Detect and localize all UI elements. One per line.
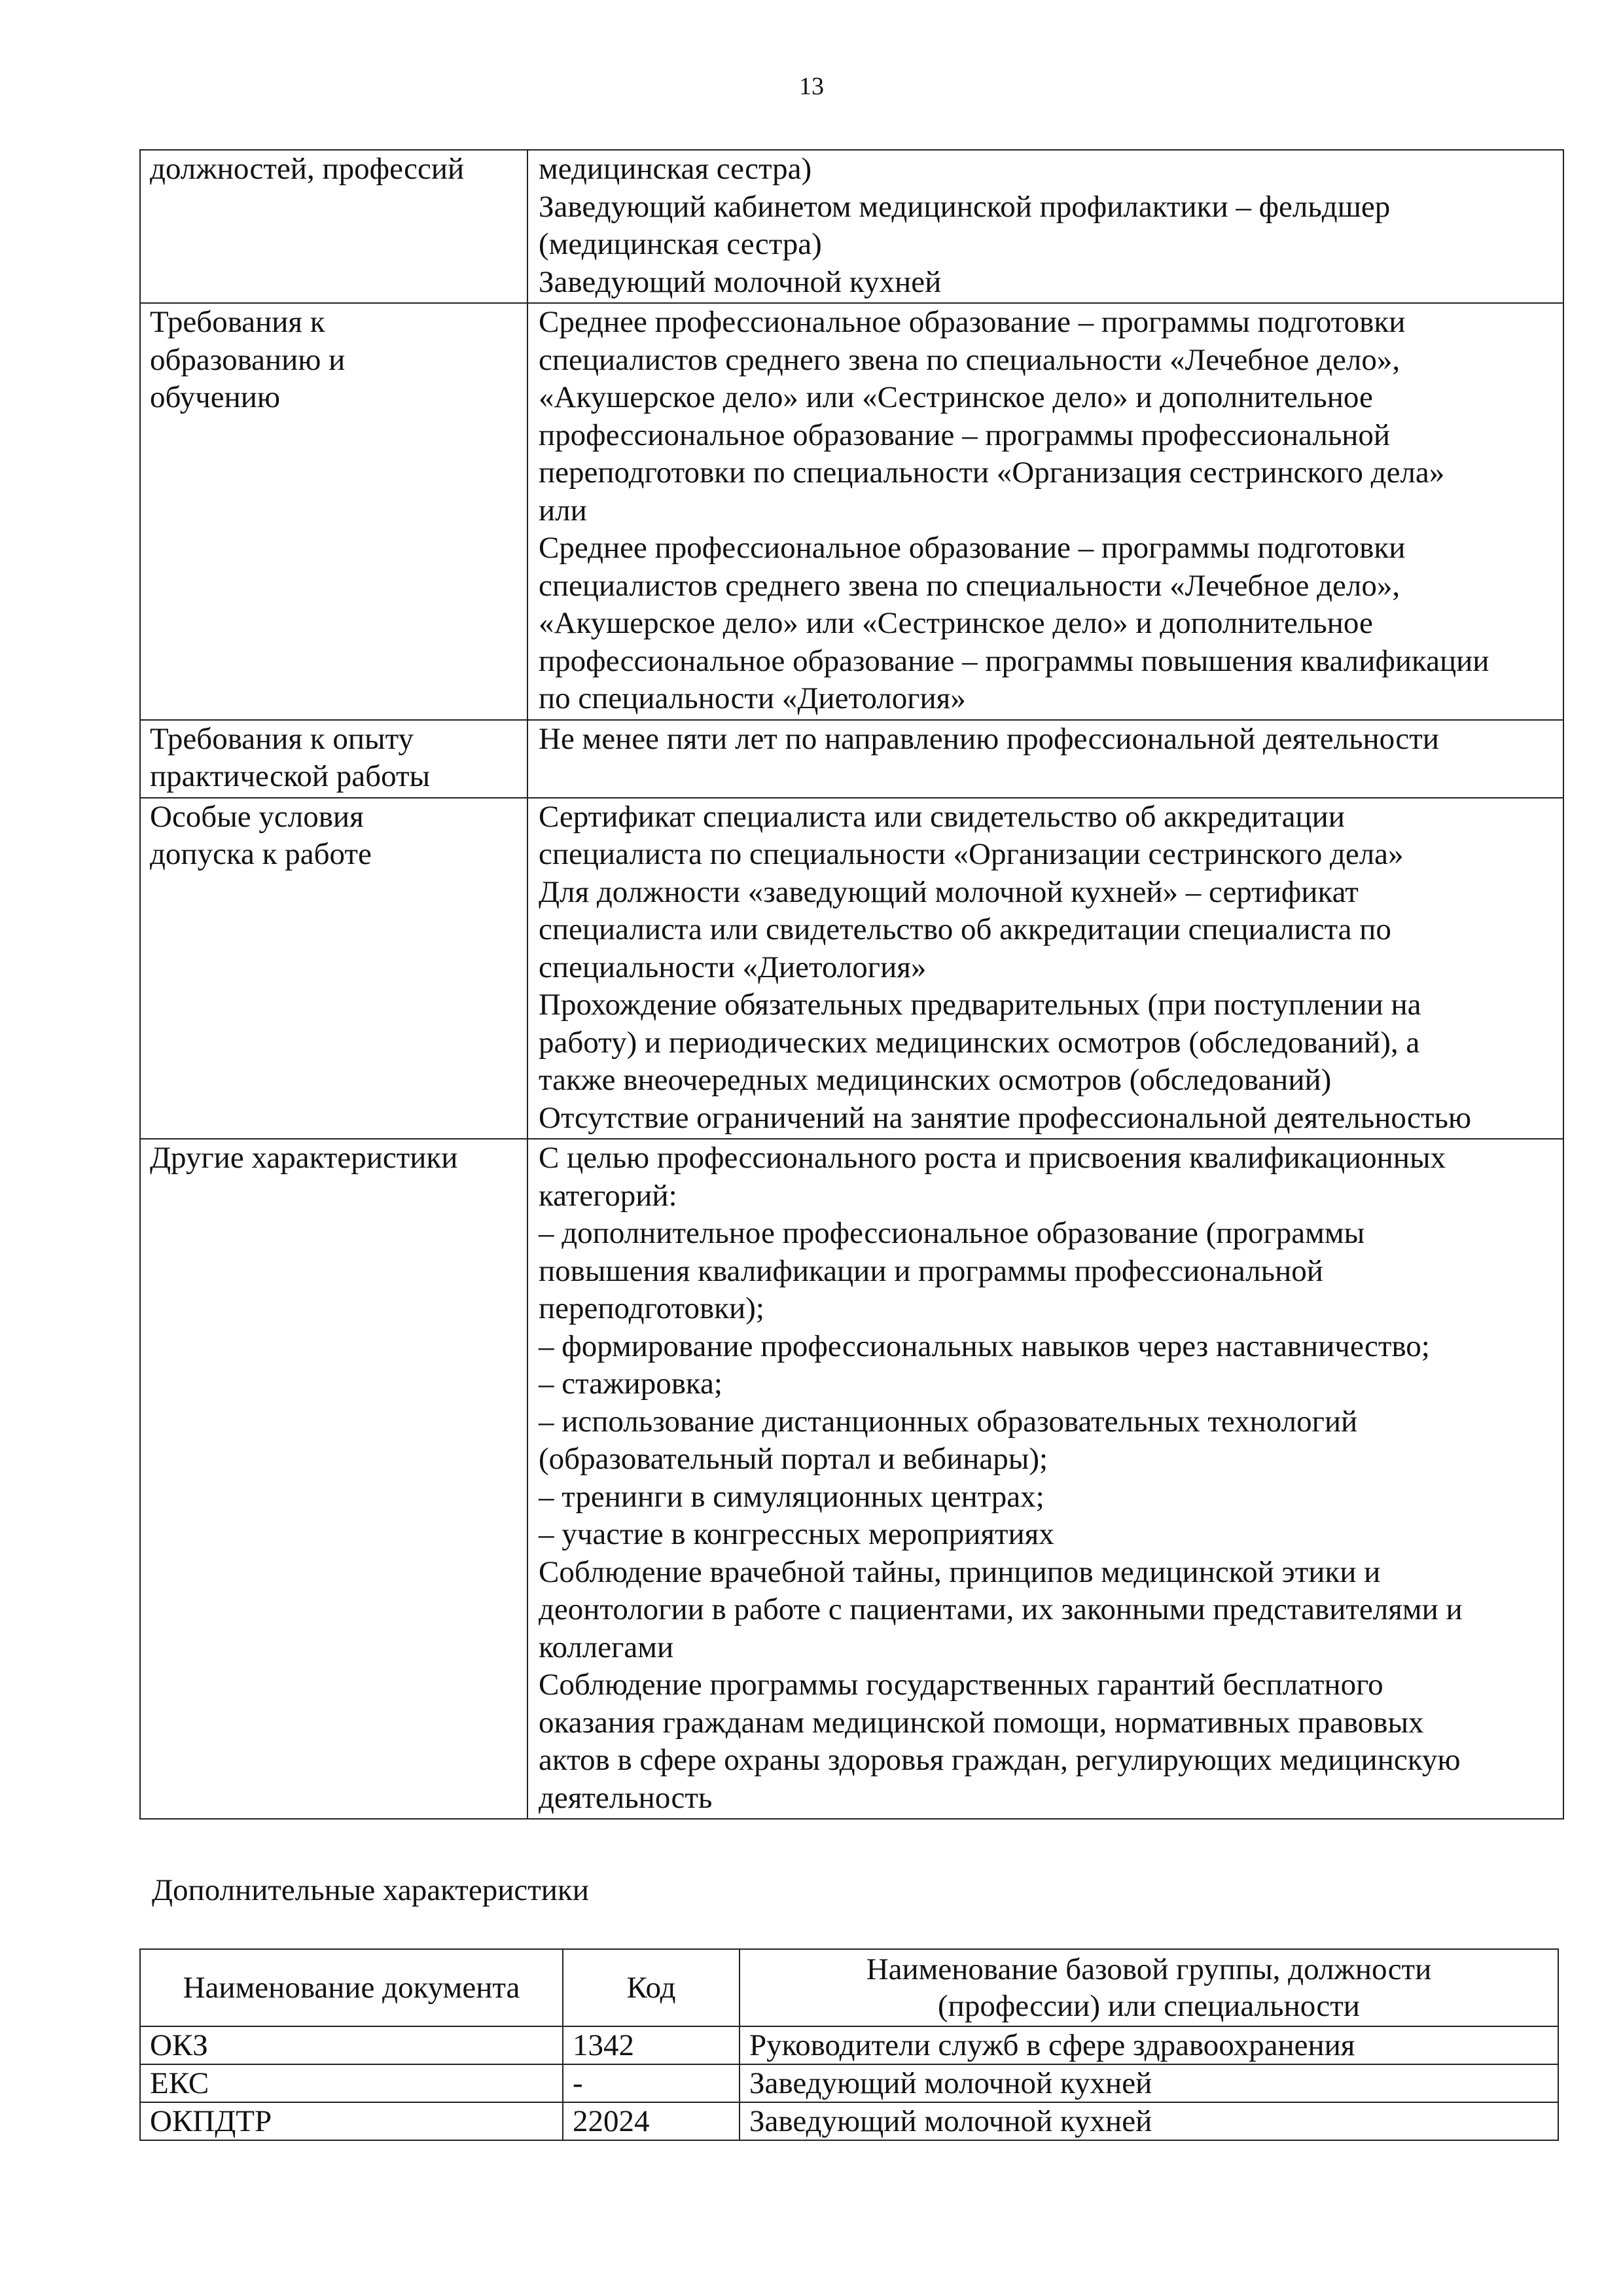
row-content-line: Соблюдение врачебной тайны, принципов медицинской этики и <box>539 1554 1381 1589</box>
row-content-line: категорий: <box>539 1178 677 1213</box>
header-document-name: Наименование документа <box>140 1949 563 2026</box>
row-content-line: – тренинги в симуляционных центрах; <box>539 1479 1044 1514</box>
cell-document: ОКПДТР <box>140 2102 563 2140</box>
qualification-table-body <box>140 150 1563 1819</box>
row-content-line: – использование дистанционных образовательных технологий <box>539 1404 1358 1439</box>
row-label-line: должностей, профессий <box>150 152 465 186</box>
additional-characteristics-title: Дополнительные характеристики <box>152 1873 589 1907</box>
table-row <box>140 2026 1558 2064</box>
row-content-line: деятельность <box>539 1780 713 1815</box>
row-content-line: Соблюдение программы государственных гарантий бесплатного <box>539 1668 1383 1702</box>
row-content-line: профессиональное образование – программы профессиональной <box>539 418 1391 452</box>
table-row <box>140 2064 1558 2102</box>
cell-name: Заведующий молочной кухней <box>740 2102 1558 2140</box>
row-content-cell <box>527 1139 1563 1819</box>
row-content-line: «Акушерское дело» или «Сестринское дело» и дополнительное <box>539 380 1373 414</box>
row-label-line: Особые условия <box>150 799 364 834</box>
row-content-line: Не менее пяти лет по направлению профессиональной деятельности <box>539 721 1439 756</box>
page-number: 13 <box>799 73 824 100</box>
row-label-cell <box>140 798 527 1139</box>
cell-code: - <box>563 2064 740 2102</box>
row-content-cell <box>527 798 1563 1139</box>
qualification-table <box>139 149 1564 1820</box>
row-content-line: Заведующий молочной кухней <box>539 264 942 299</box>
row-content-line: коллегами <box>539 1630 674 1664</box>
row-content-line: медицинская сестра) <box>539 152 812 186</box>
cell-document: ОКЗ <box>140 2026 563 2064</box>
row-label-line: Другие характеристики <box>150 1141 458 1175</box>
row-content-line: Сертификат специалиста или свидетельство об аккредитации <box>539 799 1345 834</box>
row-content-line: «Акушерское дело» или «Сестринское дело» и дополнительное <box>539 606 1373 640</box>
header-base-group-name-line1: Наименование базовой группы, должности <box>866 1952 1432 1986</box>
row-content-line: специалистов среднего звена по специальности «Лечебное дело», <box>539 568 1400 603</box>
row-content-line: Среднее профессиональное образование – программы подготовки <box>539 531 1406 565</box>
row-label-cell <box>140 1139 527 1819</box>
header-base-group-name-line2: (профессии) или специальности <box>938 1989 1360 2023</box>
row-content-line: профессиональное образование – программы повышения квалификации <box>539 643 1489 678</box>
row-label-cell <box>140 720 527 798</box>
row-content-line: Прохождение обязательных предварительных (при поступлении на <box>539 988 1421 1022</box>
table-row <box>140 798 1563 1139</box>
row-content-line: Для должности «заведующий молочной кухней» – сертификат <box>539 874 1359 909</box>
row-label-line: образованию и <box>150 342 346 377</box>
row-content-line: (медицинская сестра) <box>539 227 822 261</box>
table-row <box>140 720 1563 798</box>
row-content-line: деонтологии в работе с пациентами, их законными представителями и <box>539 1592 1463 1626</box>
cell-name: Руководители служб в сфере здравоохранения <box>740 2026 1558 2064</box>
row-content-cell <box>527 720 1563 798</box>
row-content-line: специалиста по специальности «Организации сестринского дела» <box>539 837 1404 871</box>
row-content-line: переподготовки по специальности «Организация сестринского дела» <box>539 456 1445 490</box>
row-label-line: Требования к <box>150 305 325 339</box>
additional-characteristics-table <box>139 1948 1559 2141</box>
row-content-line: также внеочередных медицинских осмотров (обследований) <box>539 1063 1332 1097</box>
row-content-line: Заведующий кабинетом медицинской профилактики – фельдшер <box>539 189 1391 224</box>
row-content-line: по специальности «Диетология» <box>539 681 966 715</box>
row-content-line: – стажировка; <box>539 1367 722 1401</box>
table-row <box>140 303 1563 720</box>
cell-code: 22024 <box>563 2102 740 2140</box>
row-content-line: специалистов среднего звена по специальности «Лечебное дело», <box>539 342 1400 377</box>
row-content-line: работу) и периодических медицинских осмотров (обследований), а <box>539 1025 1420 1060</box>
row-content-cell <box>527 303 1563 720</box>
row-content-line: или <box>539 493 587 528</box>
row-content-line: Среднее профессиональное образование – программы подготовки <box>539 305 1406 339</box>
table-row <box>140 1139 1563 1819</box>
row-content-line: переподготовки); <box>539 1291 764 1325</box>
header-base-group-name <box>740 1949 1558 2026</box>
cell-name: Заведующий молочной кухней <box>740 2064 1558 2102</box>
row-content-line: повышения квалификации и программы профессиональной <box>539 1253 1323 1288</box>
row-content-line: оказания гражданам медицинской помощи, нормативных правовых <box>539 1705 1424 1740</box>
row-label-line: обучению <box>150 380 281 414</box>
row-label-line: допуска к работе <box>150 837 372 871</box>
row-label-cell <box>140 150 527 303</box>
row-content-line: С целью профессионального роста и присвоения квалификационных <box>539 1141 1446 1175</box>
table-header-row <box>140 1949 1558 2026</box>
row-content-line: (образовательный портал и вебинары); <box>539 1442 1048 1476</box>
row-content-line: – формирование профессиональных навыков через наставничество; <box>539 1329 1430 1363</box>
row-content-line: – участие в конгрессных мероприятиях <box>539 1517 1054 1551</box>
cell-code: 1342 <box>563 2026 740 2064</box>
row-content-line: – дополнительное профессиональное образование (программы <box>539 1216 1365 1250</box>
row-content-line: Отсутствие ограничений на занятие профессиональной деятельностью <box>539 1100 1472 1135</box>
header-code: Код <box>563 1949 740 2026</box>
row-content-line: актов в сфере охраны здоровья граждан, регулирующих медицинскую <box>539 1743 1461 1777</box>
table-row <box>140 150 1563 303</box>
row-content-line: специальности «Диетология» <box>539 950 927 984</box>
row-content-line: специалиста или свидетельство об аккредитации специалиста по <box>539 912 1391 946</box>
row-label-cell <box>140 303 527 720</box>
cell-document: ЕКС <box>140 2064 563 2102</box>
row-label-line: практической работы <box>150 759 431 793</box>
row-label-line: Требования к опыту <box>150 721 414 756</box>
row-content-cell <box>527 150 1563 303</box>
table-row <box>140 2102 1558 2140</box>
